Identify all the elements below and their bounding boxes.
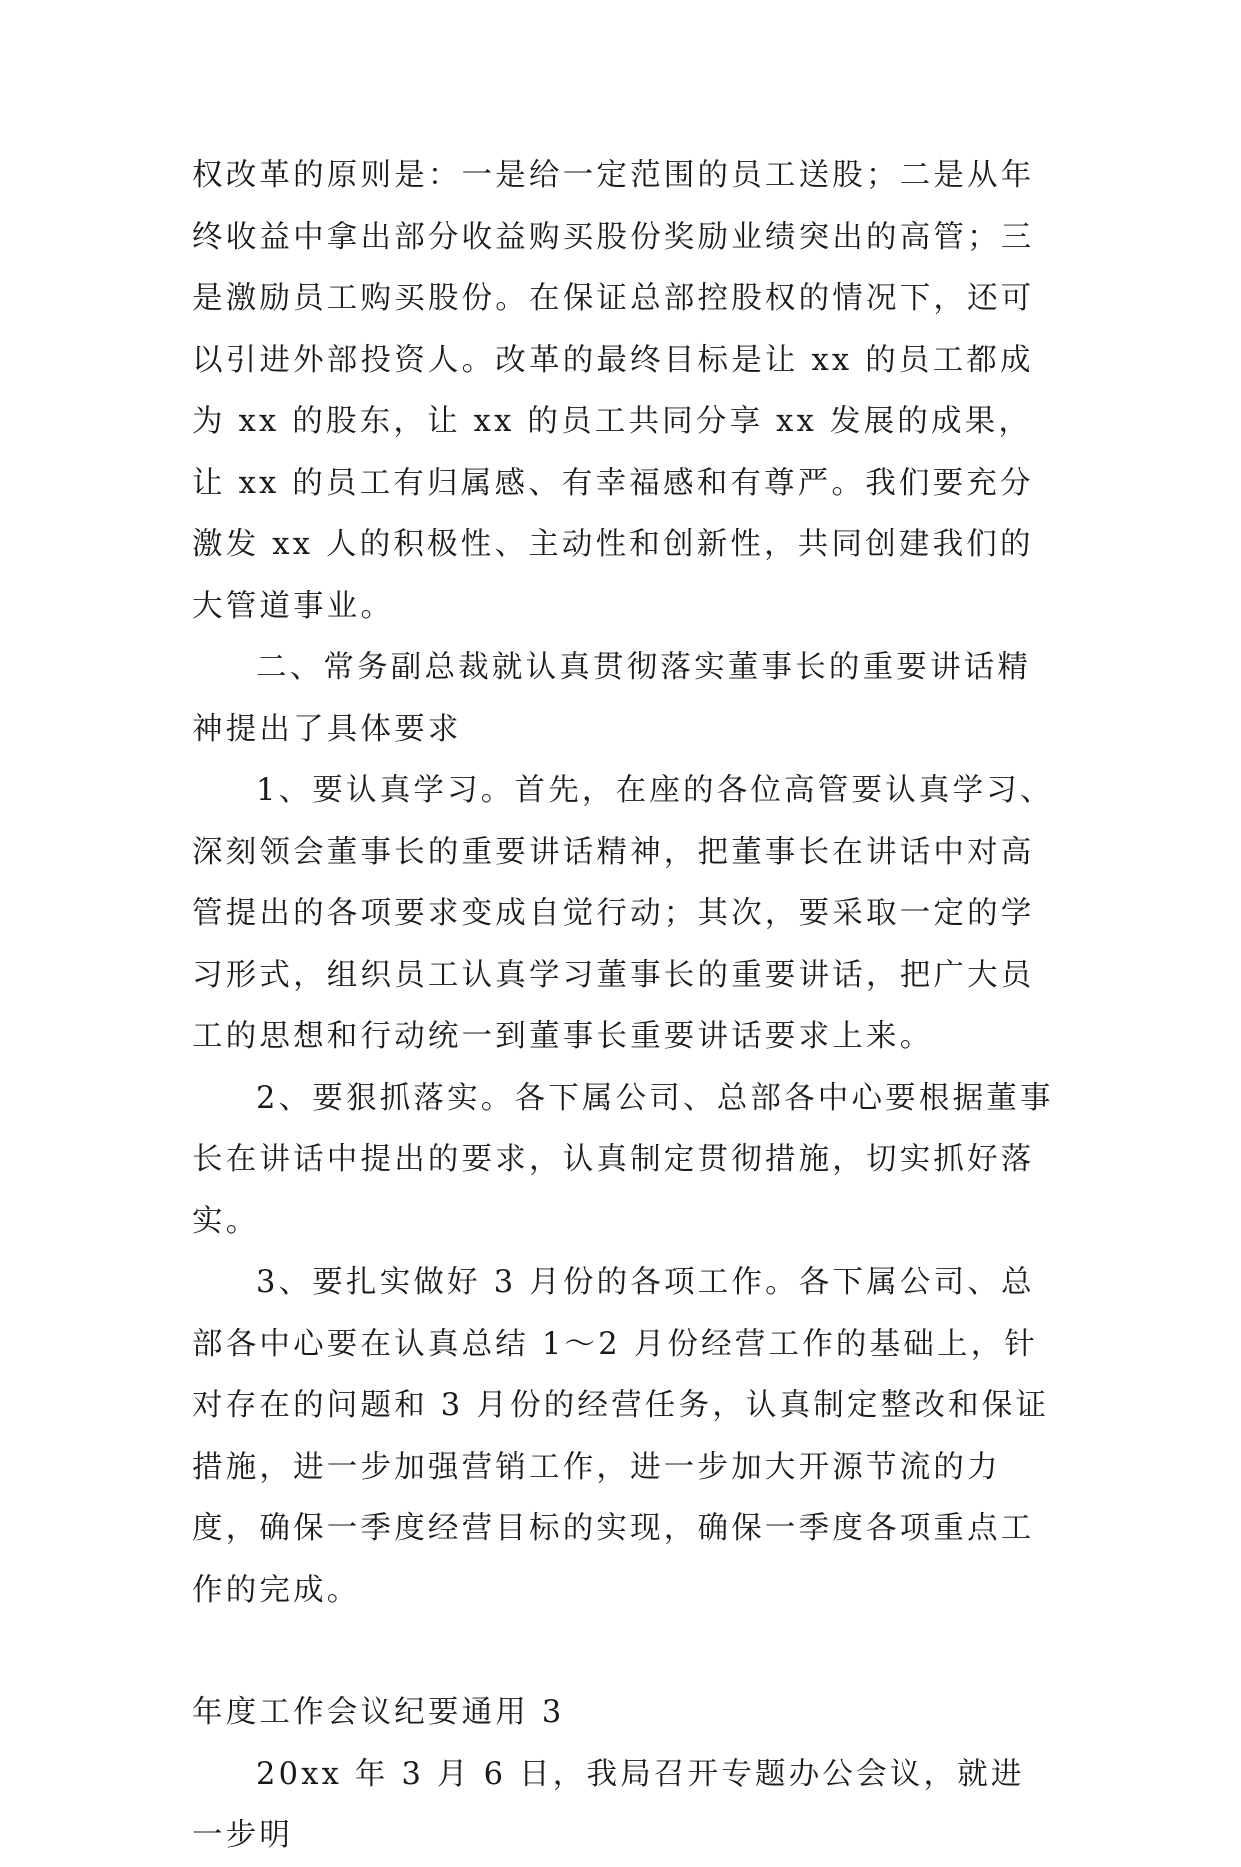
paragraph-section-two-heading: 二、常务副总裁就认真贯彻落实董事长的重要讲话精神提出了具体要求 xyxy=(192,650,1032,747)
paragraph-item-1-study: 1、要认真学习。首先，在座的各位高管要认真学习、深刻领会董事长的重要讲话精神，把董事长在讲话中对高管提出的各项要求变成自觉行动；其次，要采取一定的学习形式，组织员工认真学习董事长的重要讲话，把广大员工的思想和行动统一到董事长重要讲话要求上来。 xyxy=(192,773,1054,1054)
paragraph-item-3-march-work: 3、要扎实做好 3 月份的各项工作。各下属公司、总部各中心要在认真总结 1～2 月份经营工作的基础上，针对存在的问题和 3 月份的经营任务，认真制定整改和保证措施，进一步加强营销工作，进一步加大开源节流的力度，确保一季度经营目标的实现，确保一季度各项重点工作的完成。 xyxy=(192,1265,1050,1608)
section-title: 年度工作会议纪要通用 3 xyxy=(192,1695,565,1730)
section-gap xyxy=(192,1621,1057,1682)
document-body xyxy=(192,145,1057,1867)
paragraph-equity-reform: 权改革的原则是：一是给一定范围的员工送股；二是从年终收益中拿出部分收益购买股份奖励业绩突出的高管；三是激励员工购买股份。在保证总部控股权的情况下，还可以引进外部投资人。改革的最终目标是让 xx 的员工都成为 xx 的股东，让 xx 的员工共同分享 xx 发展的成果，让 xx 的员工有归属感、有幸福感和有尊严。我们要充分激发 xx 人的积极性、主动性和创新性，共同创建我们的大管道事业。 xyxy=(192,158,1035,624)
paragraph-section-three-opening: 20xx 年 3 月 6 日，我局召开专题办公会议，就进一步明 xyxy=(192,1756,1025,1853)
paragraph-item-2-implement: 2、要狠抓落实。各下属公司、总部各中心要根据董事长在讲话中提出的要求，认真制定贯彻措施，切实抓好落实。 xyxy=(192,1080,1054,1239)
